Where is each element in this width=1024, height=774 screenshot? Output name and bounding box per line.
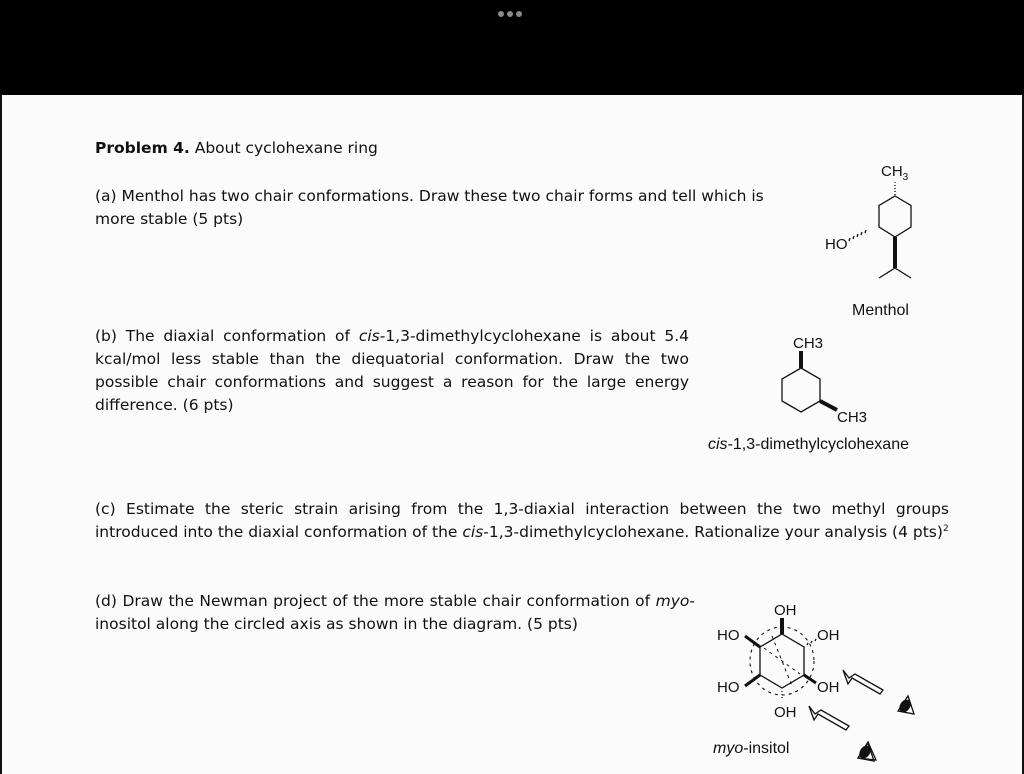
inositol-oh-lower-right: OH [817,679,840,696]
eye-icon-bottom [856,734,886,764]
part-c-text [95,498,949,544]
more-horizontal-icon[interactable] [498,11,522,17]
menthol-methyl-label: $CH_3$ [881,163,909,183]
part-c-rest: -1,3-dimethylcyclohexane. Rationalize your analysis (4 pts) [483,523,943,541]
inositol-ho-upper-left: HO [717,627,740,644]
inositol-ho-lower-left: HO [717,679,740,696]
part-c-cis: cis [462,523,484,541]
dimethyl-top-methyl: CH3 [793,335,824,352]
inositol-structure [712,598,912,728]
part-b-cis: cis [358,327,380,345]
dimethyl-caption-cis: cis [708,436,728,453]
part-b-text [95,325,689,417]
inositol-caption [713,740,789,758]
dimethylcyclohexane-structure [775,330,868,426]
inositol-caption-myo: myo [713,740,744,757]
view-arrow-upper [843,670,883,694]
dimethyl-caption [708,436,909,454]
part-a-line1: (a) Menthol has two chair conformations. Draw these two chair forms and tell which is [95,187,764,205]
inositol-oh-top: OH [774,602,797,619]
part-b-rest: -1,3-dimethylcyclohexane is about 5.4 kcal/mol less stable than the diequatorial conformation. Draw the two possible chair conformations and suggest a reason for the large energy difference. (6 pts) [95,327,690,414]
problem-title [95,137,378,160]
problem-number: Problem 4. [95,139,190,157]
part-d-myo: myo [655,592,690,610]
dimethyl-ring [782,368,820,412]
problem-heading: About cyclohexane ring [194,139,378,157]
menthol-hydroxyl-label: HO [825,236,848,253]
view-arrow-lower [809,706,849,730]
inositol-caption-rest: -insitol [743,740,790,757]
dimethyl-caption-rest: -1,3-dimethylcyclohexane [727,436,909,453]
menthol-structure [815,160,935,285]
eye-icon-upper [897,696,914,715]
part-b-prefix: (b) The diaxial conformation of [95,327,359,345]
part-d-rest: -inositol along the circled axis as shown in the diagram. (5 pts) [95,592,695,633]
menthol-caption: Menthol [852,302,909,319]
window-title-bar [0,0,1024,95]
part-c-footnote: 2 [942,523,949,534]
inositol-oh-bottom: OH [774,704,797,721]
menthol-ring [879,196,911,237]
part-d-prefix: (d) Draw the Newman project of the more stable chair conformation of [95,592,656,610]
part-d-text [95,590,695,636]
part-a-line2: more stable (5 pts) [95,210,244,228]
inositol-oh-upper-right: OH [817,627,840,644]
part-c-prefix: (c) Estimate the steric strain arising from the 1,3-diaxial interaction between the two methyl groups introduced into the diaxial conformation of the [95,500,949,541]
dimethyl-bottom-methyl: CH3 [837,409,868,426]
